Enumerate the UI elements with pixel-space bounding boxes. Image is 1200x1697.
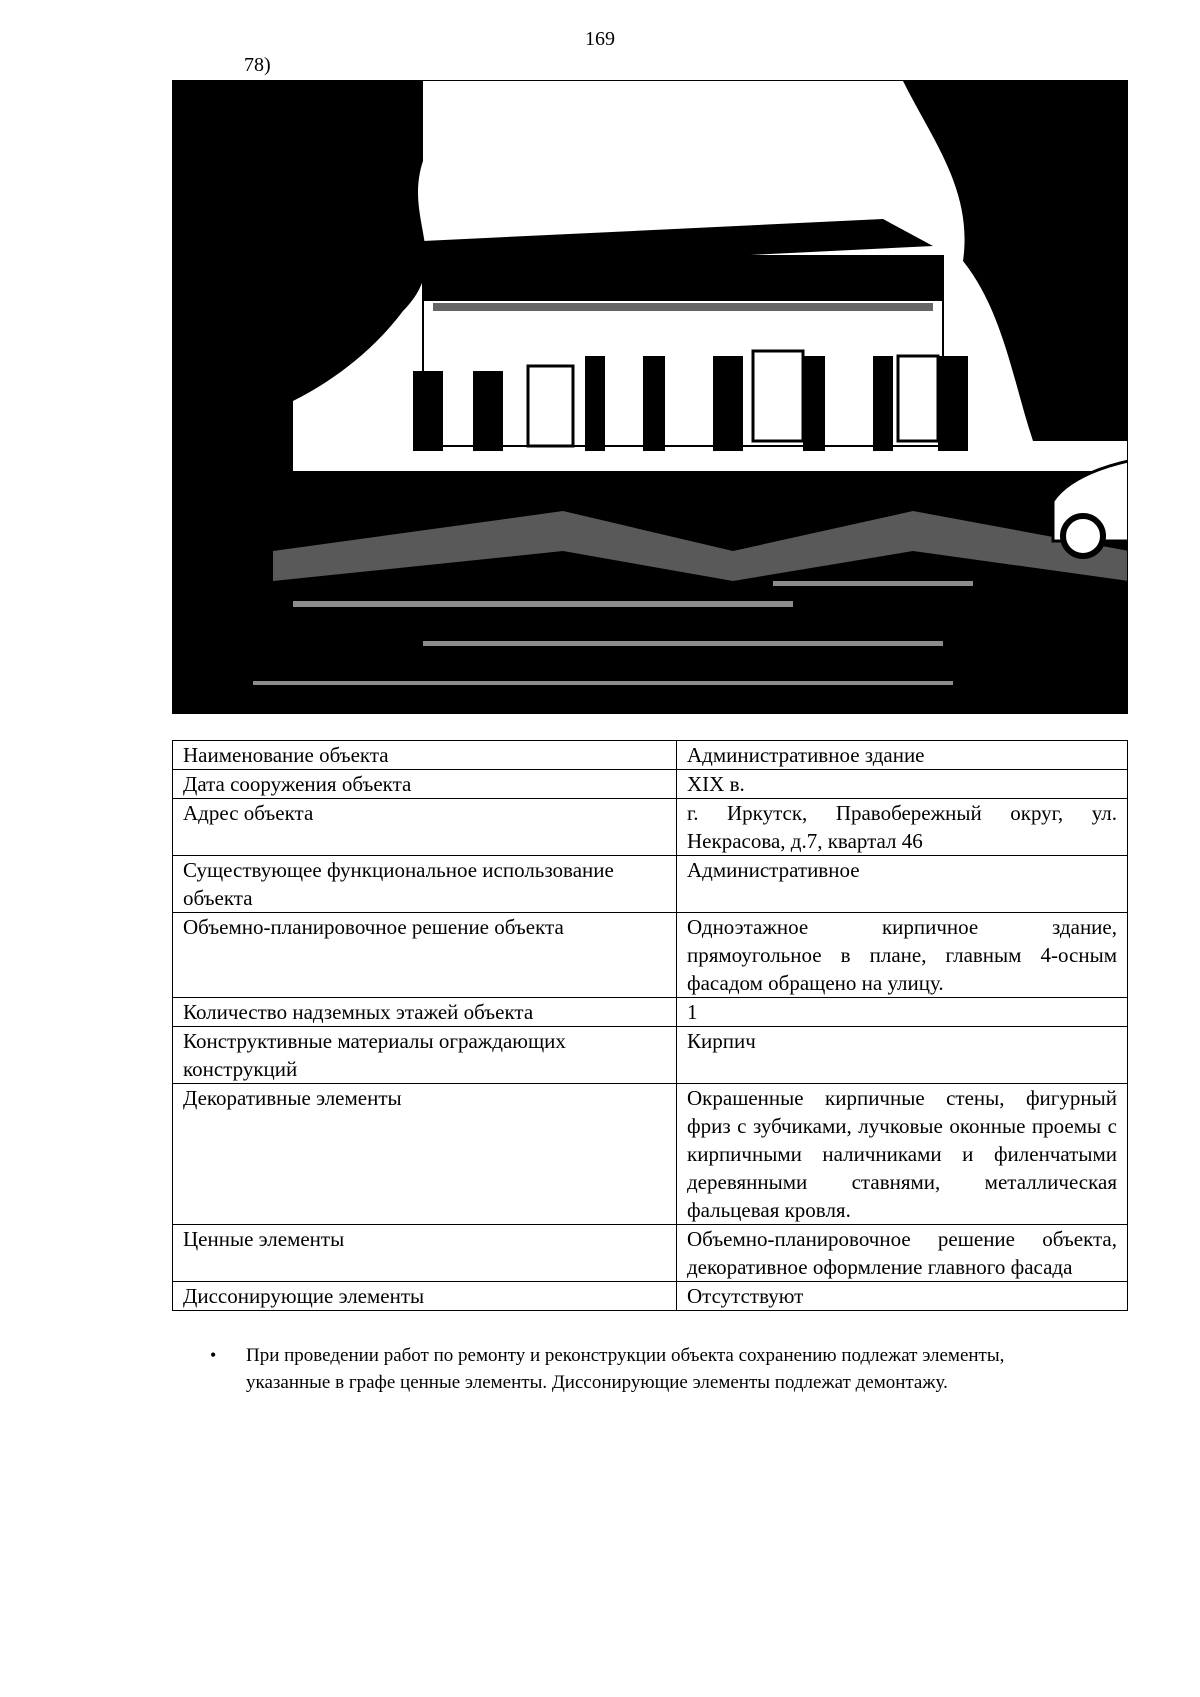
table-row — [173, 770, 1128, 799]
building-photo — [172, 80, 1128, 714]
table-row — [173, 799, 1128, 856]
figure-number: 78) — [244, 54, 271, 76]
row-value: Отсутствуют — [677, 1282, 1128, 1311]
row-label: Существующее функциональное использование объекта — [173, 856, 677, 913]
table-row — [173, 913, 1128, 998]
table-row — [173, 1225, 1128, 1282]
row-value: Объемно-планировочное решение объекта, декоративное оформление главного фасада — [677, 1225, 1128, 1282]
table-row — [173, 741, 1128, 770]
note-text: При проведении работ по ремонту и реконструкции объекта сохранению подлежат элементы, указанные в графе ценные элементы. Диссонирующие элементы подлежат демонтажу. — [246, 1345, 1005, 1393]
row-label: Ценные элементы — [173, 1225, 677, 1282]
table-row — [173, 1027, 1128, 1084]
row-value: Одноэтажное кирпичное здание, прямоугольное в плане, главным 4-осным фасадом обращено на улицу. — [677, 913, 1128, 998]
row-label: Объемно-планировочное решение объекта — [173, 913, 677, 998]
row-value: XIX в. — [677, 770, 1128, 799]
row-label: Количество надземных этажей объекта — [173, 998, 677, 1027]
row-label: Диссонирующие элементы — [173, 1282, 677, 1311]
row-value: Административное — [677, 856, 1128, 913]
row-label: Дата сооружения объекта — [173, 770, 677, 799]
row-label: Декоративные элементы — [173, 1084, 677, 1225]
row-value: Окрашенные кирпичные стены, фигурный фриз с зубчиками, лучковые оконные проемы с кирпичными наличниками и филенчатыми деревянными ставнями, металлическая фальцевая кровля. — [677, 1084, 1128, 1225]
table-row — [173, 1282, 1128, 1311]
bullet-icon: • — [210, 1345, 217, 1365]
row-value: Кирпич — [677, 1027, 1128, 1084]
table-row — [173, 856, 1128, 913]
row-label: Наименование объекта — [173, 741, 677, 770]
row-label: Конструктивные материалы ограждающих конструкций — [173, 1027, 677, 1084]
preservation-note — [210, 1342, 1080, 1396]
object-info-table — [172, 740, 1128, 1311]
page-number: 169 — [585, 28, 615, 50]
row-label: Адрес объекта — [173, 799, 677, 856]
row-value: г. Иркутск, Правобережный округ, ул. Некрасова, д.7, квартал 46 — [677, 799, 1128, 856]
row-value: 1 — [677, 998, 1128, 1027]
table-row — [173, 998, 1128, 1027]
table-row — [173, 1084, 1128, 1225]
row-value: Административное здание — [677, 741, 1128, 770]
